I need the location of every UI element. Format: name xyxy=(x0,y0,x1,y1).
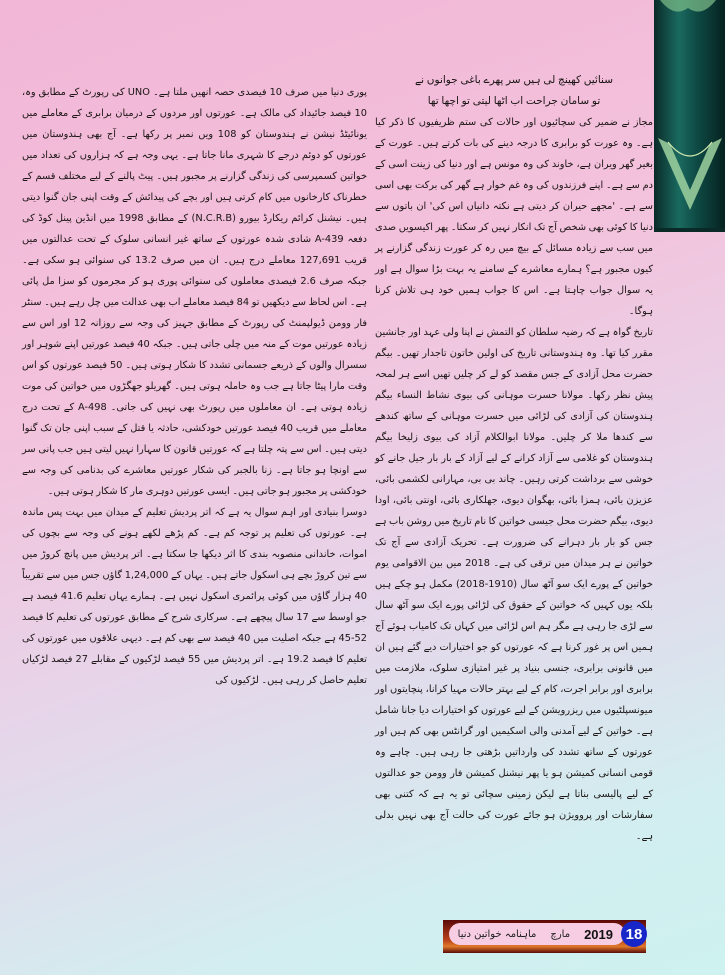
poem-line: سنائیں کھینچ لی ہیں سر پھرے باغی جوانوں نے xyxy=(415,74,613,86)
paragraph: پوری دنیا میں صرف 10 فیصدی حصہ انھیں ملتا ہے۔ UNO کی رپورٹ کے مطابق وہ، 10 فیصد جائیداد کی مالک ہے۔ عورتوں اور مردوں کے درمیان برابری کے معاملے میں یونائیٹڈ نیشن نے ہندوستان کو 108 ویں نمبر پر رکھا ہے۔ آج بھی ہندوستان میں عورتوں کو دوئم درجے کا شہری مانا جاتا ہے۔ یہی وجہ ہے کہ ہزاروں کی تعداد میں خواتین کسمپرسی کی زندگی گزارنے پر مجبور ہیں۔ پیٹ پالنے کے لیے مختلف قسم کے خطرناک کارخانوں میں کام کرتی ہیں اور بچے کی پیدائش کے وقت اپنی جان گنوا دیتی ہیں۔ نیشنل کرائم ریکارڈ بیورو (N.C.R.B) کے مطابق 1998 میں انڈین پینل کوڈ کی دفعہ A-439 شادی شدہ عورتوں کے ساتھ غیر انسانی سلوک کے تحت عدالتوں میں قریب 127,691 معاملے درج ہیں۔ ان میں صرف 13.2 کی سنوائی ہو سکی ہے۔ جبکہ صرف 2.6 فیصدی معاملوں کی سنوائی پوری ہو کر مجرموں کو سزا مل پائی ہے۔ اس لحاظ سے دیکھیں تو 84 فیصد معاملے اب بھی عدالت میں چل رہے ہیں۔ سنٹر فار وومن ڈیولپمنٹ کی رپورٹ کے مطابق جہیز کی وجہ سے روزانہ 12 اور اس سے زیادہ عورتیں موت کے منہ میں چلی جاتی ہیں۔ جبکہ 40 فیصد عورتیں اپنے شوہر اور سسرال والوں کے ذریعے جسمانی تشدد کا شکار ہوتی ہیں۔ 50 فیصد عورتوں کو اس وقت مارا پیٹا جاتا ہے جب وہ حاملہ ہوتی ہیں۔ گھریلو جھگڑوں میں خواتین کی موت زیادہ ہوتی ہے۔ ان معاملوں میں رپورٹ بھی نہیں کی جاتی۔ A-498 کے تحت درج معاملے میں قریب 40 فیصد عورتیں خودکشی، حادثہ یا قتل کے سبب اپنی جان تک گنوا دیتی ہیں۔ اس سے پتہ چلتا ہے کہ عورتیں قانون کا سہارا نہیں لیتی ہیں جب پانی سر سے اونچا ہو جاتا ہے۔ زنا بالجبر کی شکار عورتیں معاشرے کی بدنامی کی وجہ سے خودکشی پر مجبور ہو جاتی ہیں۔ ایسی عورتیں دوہری مار کا شکار ہوتی ہیں۔ xyxy=(22,87,368,497)
poem-line: تو سامان جراحت اب اٹھا لیتی تو اچھا تھا xyxy=(427,95,601,107)
article-column-left xyxy=(22,82,367,691)
page-number-badge: 18 xyxy=(621,921,647,947)
page-footer xyxy=(443,920,646,953)
paragraph: مجاز نے ضمیر کی سچائیوں اور حالات کی ستم ظریفیوں کا ذکر کیا ہے۔ وہ عورت کو برابری کا درجہ دینے کی بات کرتے ہیں۔ عورت کے بغیر گھر ویران ہے، خاوند کی وہ مونس ہے اور دنیا کی زینت اسی کے دم سے ہے۔ اپنے فرزندوں کی وہ غم خوار ہے گھر کی برکت بھی اسی سے ہے۔ 'مجھے حیران کر دیتی ہے نکتہ دانیاں اس کی' ان باتوں سے دنیا کا کوئی بھی شخص آج تک انکار نہیں کر سکتا۔ پھر اکیسویں صدی میں سب سے زیادہ مسائل کے بیچ میں رہ کر عورت زندگی گزارنے پر کیوں مجبور ہے؟ ہمارے معاشرے کے سامنے یہ بہت بڑا سوال ہے اور یہ سوال جواب چاہتا ہے۔ اس کا جواب ہمیں خود ہی تلاش کرنا ہوگا۔ xyxy=(375,117,653,317)
footer-label xyxy=(449,923,625,945)
magazine-name: ماہنامہ خواتین دنیا xyxy=(457,928,537,940)
issue-month: مارچ xyxy=(550,928,571,940)
paragraph: تاریخ گواہ ہے کہ رضیہ سلطان کو التمش نے اپنا ولی عہد اور جانشین مقرر کیا تھا۔ وہ ہندوستانی تاریخ کی اولین خاتون تاجدار تھیں۔ بیگم حضرت محل آزادی کے جس مقصد کو لے کر چلیں تھیں اسے ہر لمحہ پیش نظر رکھا۔ مولانا حسرت موہانی کی بیوی نشاط النساء بیگم ہندوستان کی آزادی کی لڑائی میں حسرت موہانی کے ساتھ کندھے سے کندھا ملا کر چلیں۔ مولانا ابوالکلام آزاد کی بیوی زلیخا بیگم ہندوستان کو غلامی سے آزاد کرانے کے لیے آزاد کے بار بار جیل جانے کو خوشی سے برداشت کرتی رہیں۔ چاند بی بی، مہارانی لکشمی بائی، عزیزن بائی، ہمزا بائی، بھگوان دیوی، جھلکاری بائی، اونتی بائی، اودا دیوی، بیگم حضرت محل جیسی خواتین کا نام تاریخ میں روشن باب ہے جس کو بار بار دہرانے کی ضرورت ہے۔ تحریک آزادی سے آج تک خواتین نے ہر میدان میں ترقی کی ہے۔ 2018 میں بین الاقوامی یوم خواتین کے پورے ایک سو آٹھ سال (1910-2018) مکمل ہو چکے ہیں بلکہ یوں کہیں کہ خواتین کے حقوق کی لڑائی پورے ایک سو آٹھ سال سے لڑی جا رہی ہے مگر ہم اس لڑائی میں کہاں تک کامیاب ہوئے آج ہمیں اس پر غور کرنا ہے کہ عورتوں کو جو اختیارات دیے گئے ہیں ان میں قانونی برابری، جنسی بنیاد پر غیر امتیازی سلوک، ملازمت میں برابری اور برابر اجرت، کام کے لیے بہتر حالات مہیا کرانا، پنچایتوں اور میونسپلٹیوں میں ریزرویشن کے لیے عورتوں کو اختیارات دیا جانا شامل ہے۔ خواتین کے لیے آمدنی والی اسکیمیں اور گرانٹس بھی کم ہیں اور عورتوں کے ساتھ تشدد کی وارداتیں بڑھتی جا رہی ہیں۔ چاہے وہ قومی انسانی کمیشن ہو یا پھر نیشنل کمیشن فار وومن جو عدالتوں کے لیے پالیسی بناتا ہے لیکن زمینی سچائی تو یہ ہے کہ کتنی بھی سفارشات اور پروویژن ہو جائے عورت کی حالت آج بھی نہیں بدلی ہے۔ xyxy=(375,327,653,842)
issue-year: 2019 xyxy=(584,926,613,942)
article-column-right xyxy=(375,70,653,847)
decorative-ornament-border xyxy=(654,0,725,232)
paragraph: دوسرا بنیادی اور اہم سوال یہ ہے کہ اتر پردیش تعلیم کے میدان میں بہت پس ماندہ ہے۔ عورتوں کی تعلیم پر توجہ کم ہے۔ کم پڑھے لکھے ہونے کی وجہ سے بچوں کی اموات، خاندانی منصوبہ بندی کا اثر دیکھا جا سکتا ہے۔ اتر پردیش میں پانچ کروڑ میں سے تین کروڑ بچے ہی اسکول جاتے ہیں۔ یہاں کے 1,24,000 گاؤں جس میں سے تقریباً 40 ہزار گاؤں میں کوئی پرائمری اسکول نہیں ہے۔ ہمارے یہاں تعلیم 41.6 فیصد ہے جو اوسط سے 17 سال پیچھے ہے۔ سرکاری شرح کے مطابق عورتوں کی تعلیم کا فیصد 52-45 ہے جبکہ اصلیت میں 40 فیصد سے بھی کم ہے۔ دیہی علاقوں میں عورتوں کی تعلیم کا فیصد 19.2 ہے۔ اتر پردیش میں 55 فیصد لڑکیوں کے مقابلے 27 فیصد لڑکیاں تعلیم حاصل کر رہی ہیں۔ لڑکیوں کی xyxy=(22,507,368,686)
